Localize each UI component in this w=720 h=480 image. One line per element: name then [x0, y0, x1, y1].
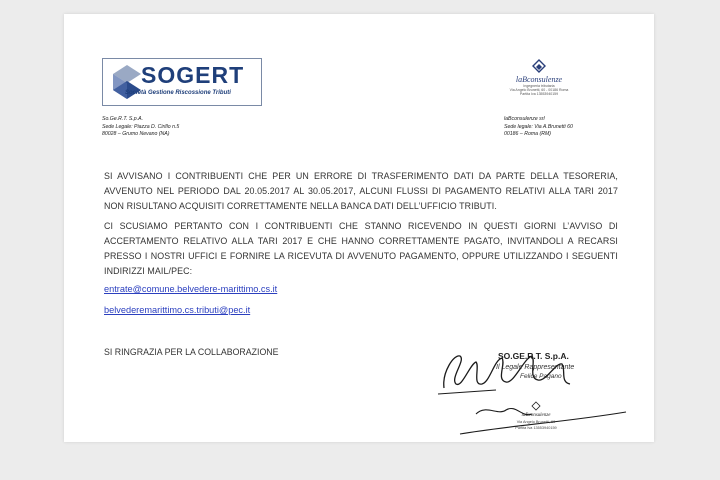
pec-link-tributi[interactable]: belvederemarittimo.cs.tributi@pec.it	[104, 305, 251, 315]
notice-paragraph-1: SI AVVISANO I CONTRIBUENTI CHE PER UN ERRORE DI TRASFERIMENTO DATI DA PARTE DELLA TESORERIA, AVVENUTO NEL PERIODO DAL 20.05.2017 AL 30.05.2017, ALCUNI FLUSSI DI PAGAMENTO RELATIVI ALLA TARI 2017 NON RISULTANO ACQUISITI CORRETTAMENTE NELLA BANCA DATI DELL’UFFICIO TRIBUTI.	[104, 171, 618, 211]
address-right-line: 00186 – Roma (RM)	[504, 131, 551, 138]
address-left-line: Sede Legale: Piazza D. Cirillo n.5	[102, 123, 180, 130]
sogert-logo	[102, 58, 262, 106]
stamp-person: Felice Pagano	[520, 373, 562, 380]
address-left	[102, 116, 179, 139]
document-page	[64, 14, 654, 442]
signature-stamps	[436, 344, 632, 440]
address-right-line: Sede legale: Via A.Brunetti 60	[504, 123, 573, 130]
labconsulenze-tagline: Ingegneria tributaria	[523, 84, 555, 88]
labconsulenze-mark-icon	[531, 59, 547, 75]
stamp-company: SO.GE.R.T. S.p.A.	[498, 351, 569, 361]
sogert-subtitle: Società Gestione Riscossione Tributi	[125, 90, 231, 96]
closing-text: SI RINGRAZIA PER LA COLLABORAZIONE	[104, 347, 279, 357]
address-left-line: 80028 – Grumo Nevano (NA)	[102, 131, 170, 138]
stamp-2-line: Partita Iva 13553940159	[515, 426, 557, 430]
address-right-line: laBconsulenze srl	[504, 116, 545, 122]
sogert-name: SOGERT	[141, 62, 245, 88]
notice-paragraph-2: CI SCUSIAMO PERTANTO CON I CONTRIBUENTI CHE STANNO RICEVENDO IN QUESTI GIORNI L’AVVISO DI ACCERTAMENTO RELATIVO ALLA TARI 2017 E CHE HANNO CORRETTAMENTE PAGATO, INVITANDOLI A RECARSI PRESSO I NOSTRI UFFICI E FORNIRE LA RICEVUTA DI AVVENUTO PAGAMENTO, OPPURE UTILIZZANDO I SEGUENTI INDIRIZZI MAIL/PEC:	[104, 221, 618, 276]
stamp-2-name: laBconsulenze	[521, 413, 551, 418]
labconsulenze-name: laBconsulenze	[515, 75, 563, 84]
labconsulenze-logo	[494, 59, 584, 109]
labconsulenze-address-line: Via Angelo Brunetti, 60 - 00186 Roma	[509, 88, 569, 92]
stamp-2-line: Via Angelo Brunetti, 60	[516, 420, 556, 424]
address-left-line: So.Ge.R.T. S.p.A.	[102, 116, 144, 122]
address-right	[504, 116, 573, 139]
email-link-entrate[interactable]: entrate@comune.belvedere-marittimo.cs.it	[104, 284, 278, 294]
labconsulenze-address-line: Partita Iva 13553940159	[519, 92, 559, 96]
stamp-role: Il Legale Rappresentante	[496, 364, 575, 371]
